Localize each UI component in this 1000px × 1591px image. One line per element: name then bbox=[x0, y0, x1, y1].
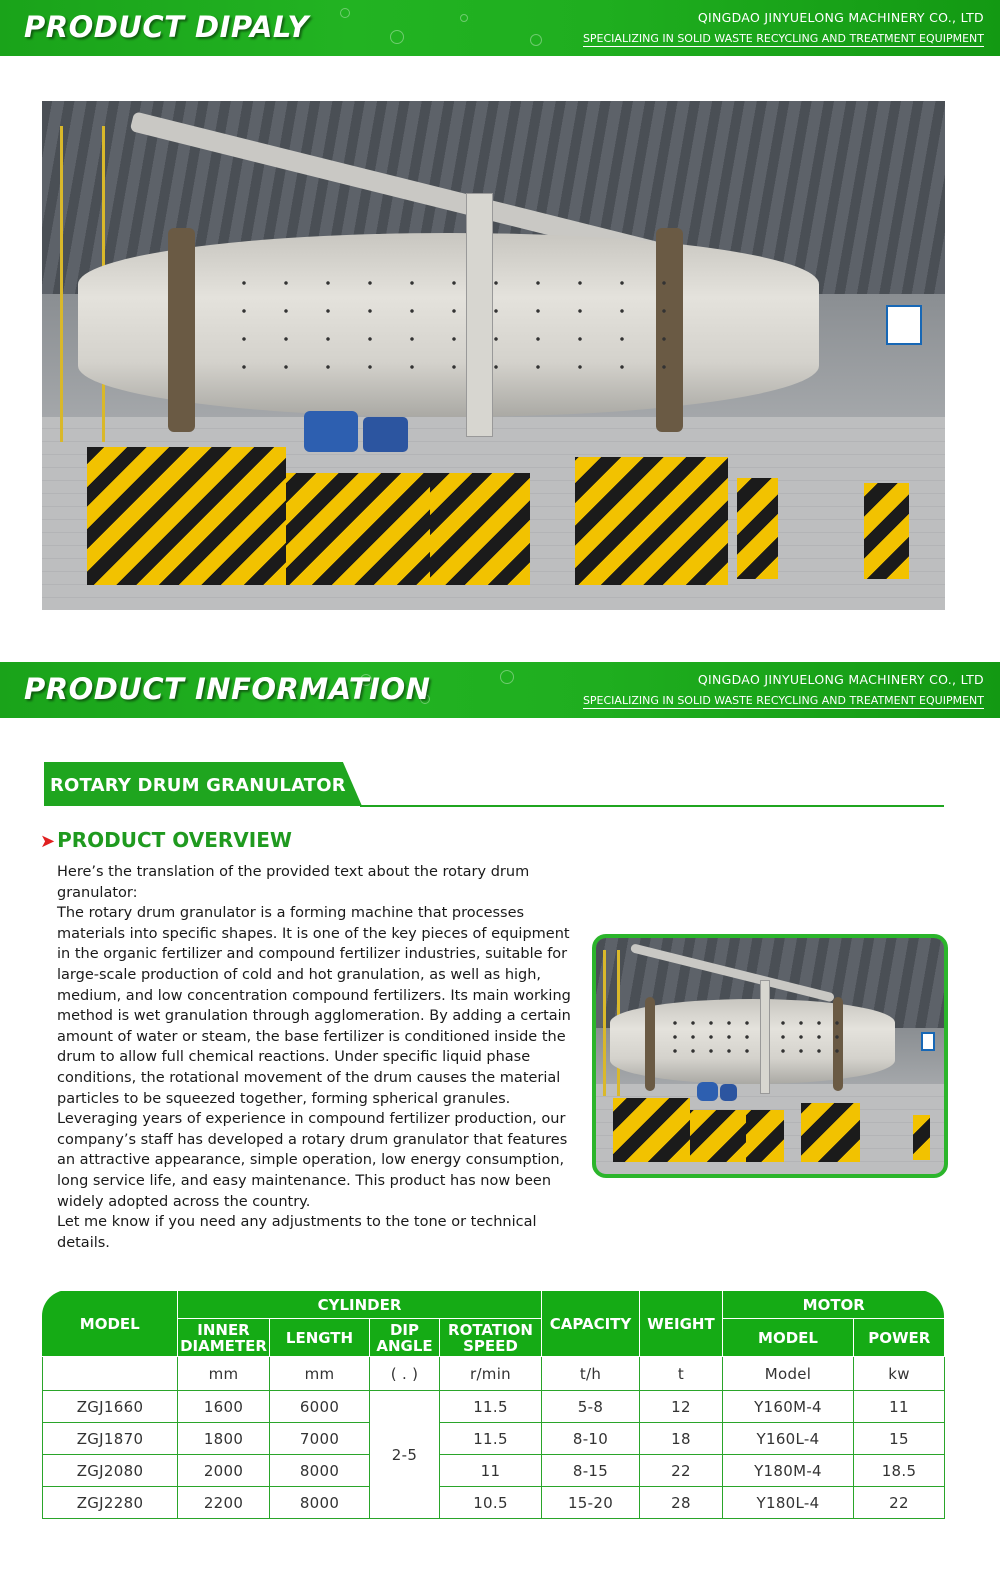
diameter-cell: 2000 bbox=[178, 1455, 270, 1487]
overview-heading bbox=[40, 828, 292, 852]
product-photo-thumbnail bbox=[592, 934, 948, 1178]
model-cell: ZGJ1870 bbox=[43, 1423, 178, 1455]
overview-paragraph: Leveraging years of experience in compound fertilizer production, our company’s staff has developed a rotary drum granulator that features an attractive appearance, simple operation, low energy consumption, long service life, and easy maintenance. This product has now been widely adopted across the country. bbox=[57, 1111, 568, 1210]
model-cell: ZGJ1660 bbox=[43, 1391, 178, 1423]
overview-paragraph: Let me know if you need any adjustments to the tone or technical details. bbox=[57, 1214, 537, 1251]
table-row bbox=[43, 1423, 945, 1455]
header-model: MODEL bbox=[43, 1291, 178, 1357]
capacity-cell: 5-8 bbox=[542, 1391, 640, 1423]
power-cell: 15 bbox=[854, 1423, 945, 1455]
unit-cell: r/min bbox=[440, 1357, 542, 1391]
header-weight: WEIGHT bbox=[640, 1291, 723, 1357]
product-name: ROTARY DRUM GRANULATOR bbox=[50, 775, 346, 796]
unit-cell: mm bbox=[178, 1357, 270, 1391]
power-cell: 18.5 bbox=[854, 1455, 945, 1487]
capacity-cell: 8-10 bbox=[542, 1423, 640, 1455]
banner-title: PRODUCT DIPALY bbox=[24, 10, 309, 44]
motor-cell: Y180L-4 bbox=[723, 1487, 854, 1519]
section-divider bbox=[360, 805, 944, 807]
overview-body bbox=[57, 862, 573, 1253]
arrow-right-icon: ➤ bbox=[40, 831, 56, 852]
specification-table bbox=[42, 1290, 944, 1522]
length-cell: 8000 bbox=[270, 1487, 370, 1519]
table-row bbox=[43, 1487, 945, 1519]
overview-heading-text: PRODUCT OVERVIEW bbox=[57, 828, 292, 852]
header-motor: MOTOR bbox=[723, 1291, 945, 1319]
length-cell: 6000 bbox=[270, 1391, 370, 1423]
table-row bbox=[43, 1455, 945, 1487]
units-row bbox=[43, 1357, 945, 1391]
header-rotation-speed: ROTATION SPEED bbox=[440, 1319, 542, 1357]
company-name: QINGDAO JINYUELONG MACHINERY CO., LTD bbox=[697, 672, 984, 687]
motor-cell: Y160M-4 bbox=[723, 1391, 854, 1423]
unit-cell: kw bbox=[854, 1357, 945, 1391]
motor-cell: Y160L-4 bbox=[723, 1423, 854, 1455]
weight-cell: 28 bbox=[640, 1487, 723, 1519]
speed-cell: 11.5 bbox=[440, 1423, 542, 1455]
header-motor-model: MODEL bbox=[723, 1319, 854, 1357]
header-length: LENGTH bbox=[270, 1319, 370, 1357]
motor-cell: Y180M-4 bbox=[723, 1455, 854, 1487]
overview-paragraph: The rotary drum granulator is a forming machine that processes materials into specific shapes. It is one of the key pieces of equipment in the organic fertilizer and compound fertilizer industries, suitable for large-scale production of cold and hot granulation, as well as high, medium, and low concentration compound fertilizers. Its main working method is wet granulation through agglomeration. By adding a certain amount of water or steam, the base fertilizer is conditioned inside the drum to allow full chemical reactions. Under specific liquid phase conditions, the rotational movement of the drum causes the material particles to be squeezed together, forming spherical granules. bbox=[57, 905, 571, 1107]
speed-cell: 10.5 bbox=[440, 1487, 542, 1519]
model-cell: ZGJ2080 bbox=[43, 1455, 178, 1487]
company-tagline: SPECIALIZING IN SOLID WASTE RECYCLING AND TREATMENT EQUIPMENT bbox=[582, 694, 984, 707]
banner-title: PRODUCT INFORMATION bbox=[24, 672, 431, 706]
diameter-cell: 1600 bbox=[178, 1391, 270, 1423]
header-power: POWER bbox=[854, 1319, 945, 1357]
unit-cell: t bbox=[640, 1357, 723, 1391]
header-cylinder: CYLINDER bbox=[178, 1291, 542, 1319]
header-dip-angle: DIP ANGLE bbox=[370, 1319, 440, 1357]
model-cell: ZGJ2280 bbox=[43, 1487, 178, 1519]
weight-cell: 22 bbox=[640, 1455, 723, 1487]
power-cell: 22 bbox=[854, 1487, 945, 1519]
capacity-cell: 15-20 bbox=[542, 1487, 640, 1519]
blue-motor bbox=[304, 411, 358, 452]
unit-cell: ( . ) bbox=[370, 1357, 440, 1391]
unit-cell: mm bbox=[270, 1357, 370, 1391]
length-cell: 8000 bbox=[270, 1455, 370, 1487]
overview-paragraph: Here’s the translation of the provided text about the rotary drum granulator: bbox=[57, 864, 530, 901]
safety-sign bbox=[886, 305, 922, 346]
table-row bbox=[43, 1391, 945, 1423]
banner-product-information bbox=[0, 662, 1000, 718]
company-tagline: SPECIALIZING IN SOLID WASTE RECYCLING AND TREATMENT EQUIPMENT bbox=[582, 32, 984, 45]
diameter-cell: 1800 bbox=[178, 1423, 270, 1455]
length-cell: 7000 bbox=[270, 1423, 370, 1455]
diameter-cell: 2200 bbox=[178, 1487, 270, 1519]
dip-angle-cell: 2-5 bbox=[370, 1391, 440, 1519]
weight-cell: 18 bbox=[640, 1423, 723, 1455]
bubble-decoration bbox=[300, 0, 600, 56]
product-photo-large bbox=[42, 101, 945, 610]
capacity-cell: 8-15 bbox=[542, 1455, 640, 1487]
unit-cell: Model bbox=[723, 1357, 854, 1391]
banner-product-display bbox=[0, 0, 1000, 56]
speed-cell: 11.5 bbox=[440, 1391, 542, 1423]
header-inner-diameter: INNER DIAMETER bbox=[178, 1319, 270, 1357]
weight-cell: 12 bbox=[640, 1391, 723, 1423]
company-name: QINGDAO JINYUELONG MACHINERY CO., LTD bbox=[697, 10, 984, 25]
speed-cell: 11 bbox=[440, 1455, 542, 1487]
unit-cell: t/h bbox=[542, 1357, 640, 1391]
power-cell: 11 bbox=[854, 1391, 945, 1423]
header-capacity: CAPACITY bbox=[542, 1291, 640, 1357]
hazard-block bbox=[87, 447, 286, 584]
